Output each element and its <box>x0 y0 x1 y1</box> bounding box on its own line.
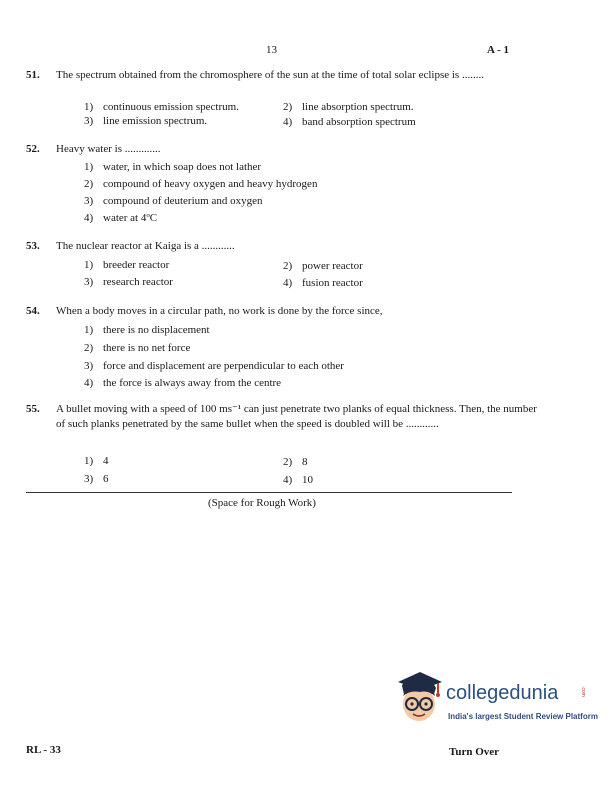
paper-code: A - 1 <box>487 44 509 56</box>
option: 3) line emission spectrum. <box>84 115 208 127</box>
option: 1) continuous emission spectrum. <box>84 101 239 113</box>
graduate-mascot-icon <box>394 668 444 730</box>
question-text: The spectrum obtained from the chromosphere of the sun at the time of total solar eclipse is ........ <box>56 69 484 81</box>
question-number: 53. <box>26 240 40 252</box>
question-text: Heavy water is ............. <box>56 143 161 155</box>
option: 3) force and displacement are perpendicular to each other <box>84 360 344 372</box>
option: 4) 10 <box>283 474 313 486</box>
logo-tagline: India's largest Student Review Platform <box>448 712 598 721</box>
rough-work-label: (Space for Rough Work) <box>208 497 316 509</box>
option: 1) water, in which soap does not lather <box>84 161 262 173</box>
turn-over-label: Turn Over <box>449 746 500 758</box>
collegedunia-logo <box>394 668 598 730</box>
logo-name: collegedunia <box>446 682 559 704</box>
question-number: 55. <box>26 403 40 415</box>
option: 4) fusion reactor <box>283 277 363 289</box>
option: 2) there is no net force <box>84 342 191 354</box>
option: 3) compound of deuterium and oxygen <box>84 195 263 207</box>
question-text: When a body moves in a circular path, no work is done by the force since, <box>56 305 383 317</box>
question-text: A bullet moving with a speed of 100 ms⁻¹ can just penetrate two planks of equal thickness. Then, the number of such planks penetrated by the same bullet when the speed is doubled will be ............ <box>56 403 537 430</box>
logo-dotcom: .com <box>580 686 586 697</box>
option: 2) line absorption spectrum. <box>283 101 414 113</box>
option: 1) there is no displacement <box>84 324 210 336</box>
option: 1) 4 <box>84 455 109 467</box>
option: 4) the force is always away from the centre <box>84 377 282 389</box>
divider <box>26 492 512 493</box>
footer-code: RL - 33 <box>26 744 61 756</box>
question-number: 52. <box>26 143 40 155</box>
page-number: 13 <box>266 44 277 56</box>
option: 2) 8 <box>283 456 308 468</box>
option: 3) 6 <box>84 473 109 485</box>
option: 4) band absorption spectrum <box>283 116 416 128</box>
option: 1) breeder reactor <box>84 259 170 271</box>
question-number: 51. <box>26 69 40 81</box>
option: 3) research reactor <box>84 276 173 288</box>
option: 2) compound of heavy oxygen and heavy hydrogen <box>84 178 318 190</box>
option: 2) power reactor <box>283 260 363 272</box>
question-text: The nuclear reactor at Kaiga is a ............ <box>56 240 235 252</box>
question-number: 54. <box>26 305 40 317</box>
option: 4) water at 4ºC <box>84 212 158 224</box>
